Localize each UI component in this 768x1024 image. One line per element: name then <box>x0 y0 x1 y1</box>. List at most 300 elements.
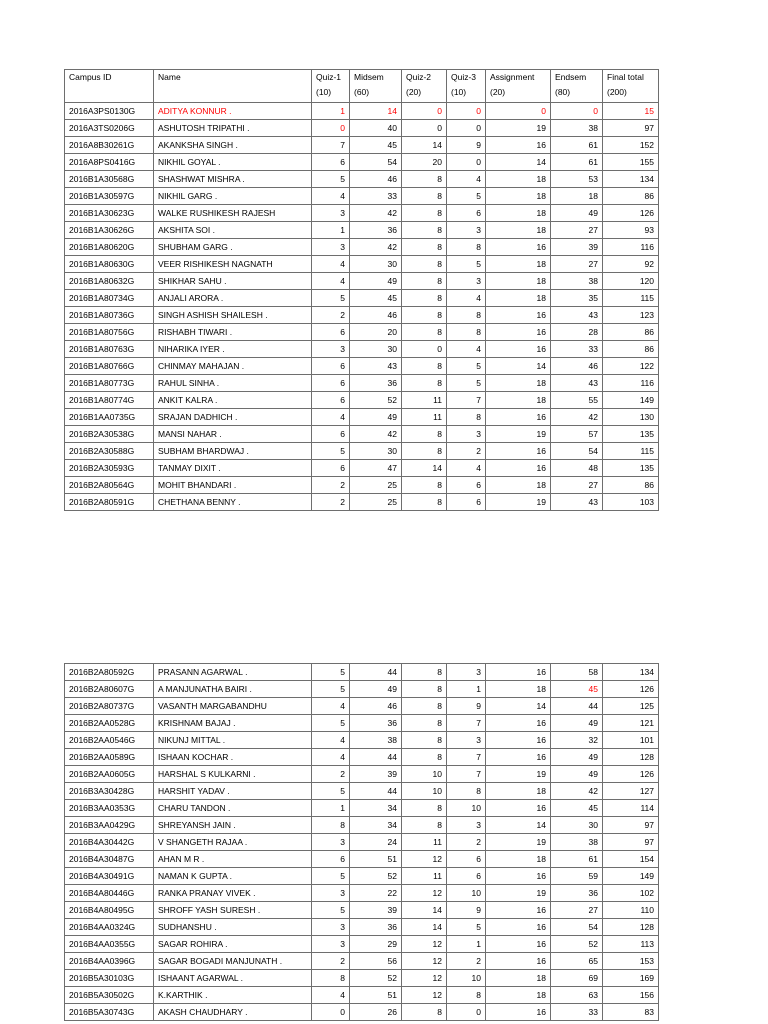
score-cell: 8 <box>402 749 447 766</box>
score-cell: 134 <box>603 664 659 681</box>
column-header-title: Quiz-1 <box>316 72 342 82</box>
score-cell: 18 <box>486 205 551 222</box>
score-cell: 126 <box>603 205 659 222</box>
campus-id-cell: 2016B4A80446G <box>65 885 154 902</box>
score-cell: 30 <box>350 341 402 358</box>
score-cell: 18 <box>486 681 551 698</box>
score-cell: 97 <box>603 834 659 851</box>
score-cell: 0 <box>486 103 551 120</box>
score-cell: 2 <box>447 443 486 460</box>
score-cell: 116 <box>603 239 659 256</box>
score-cell: 5 <box>447 919 486 936</box>
score-cell: 49 <box>350 681 402 698</box>
score-cell: 152 <box>603 137 659 154</box>
column-header <box>154 70 312 103</box>
score-cell: 28 <box>551 324 603 341</box>
table-row <box>65 715 659 732</box>
score-cell: 11 <box>402 392 447 409</box>
marks-table-top <box>64 69 659 511</box>
score-cell: 86 <box>603 324 659 341</box>
table-row <box>65 494 659 511</box>
score-cell: 36 <box>350 375 402 392</box>
marks-table-top-body <box>65 103 659 511</box>
campus-id-cell: 2016B1A80774G <box>65 392 154 409</box>
score-cell: 123 <box>603 307 659 324</box>
score-cell: 27 <box>551 477 603 494</box>
column-header-title: Endsem <box>555 72 587 82</box>
score-cell: 53 <box>551 171 603 188</box>
campus-id-cell: 2016B1A30568G <box>65 171 154 188</box>
score-cell: 18 <box>551 188 603 205</box>
table-row <box>65 358 659 375</box>
score-cell: 9 <box>447 698 486 715</box>
score-cell: 8 <box>402 290 447 307</box>
score-cell: 130 <box>603 409 659 426</box>
table-row <box>65 477 659 494</box>
table-row <box>65 698 659 715</box>
score-cell: 46 <box>350 171 402 188</box>
score-cell: 135 <box>603 426 659 443</box>
score-cell: 2 <box>312 766 350 783</box>
score-cell: 14 <box>402 137 447 154</box>
column-header <box>551 70 603 103</box>
score-cell: 22 <box>350 885 402 902</box>
campus-id-cell: 2016B2A30588G <box>65 443 154 460</box>
score-cell: 4 <box>447 171 486 188</box>
score-cell: 7 <box>447 749 486 766</box>
score-cell: 1 <box>447 936 486 953</box>
column-header-title: Final total <box>607 72 644 82</box>
campus-id-cell: 2016B1A80734G <box>65 290 154 307</box>
score-cell: 4 <box>312 749 350 766</box>
score-cell: 8 <box>447 409 486 426</box>
score-cell: 42 <box>350 205 402 222</box>
campus-id-cell: 2016B1A80620G <box>65 239 154 256</box>
score-cell: 97 <box>603 817 659 834</box>
student-name-cell: KRISHNAM BAJAJ . <box>154 715 312 732</box>
score-cell: 149 <box>603 868 659 885</box>
column-header-max: (200) <box>607 87 627 97</box>
score-cell: 44 <box>350 783 402 800</box>
score-cell: 0 <box>312 1004 350 1021</box>
score-cell: 52 <box>551 936 603 953</box>
score-cell: 42 <box>551 783 603 800</box>
campus-id-cell: 2016B2A80607G <box>65 681 154 698</box>
campus-id-cell: 2016A3PS0130G <box>65 103 154 120</box>
score-cell: 38 <box>551 273 603 290</box>
score-cell: 4 <box>312 256 350 273</box>
score-cell: 86 <box>603 341 659 358</box>
table-row <box>65 1004 659 1021</box>
score-cell: 101 <box>603 732 659 749</box>
score-cell: 5 <box>312 664 350 681</box>
table-row <box>65 426 659 443</box>
score-cell: 8 <box>402 681 447 698</box>
campus-id-cell: 2016B2AA0605G <box>65 766 154 783</box>
score-cell: 16 <box>486 919 551 936</box>
campus-id-cell: 2016B2A30538G <box>65 426 154 443</box>
table-row <box>65 409 659 426</box>
score-cell: 8 <box>402 171 447 188</box>
score-cell: 16 <box>486 409 551 426</box>
score-cell: 6 <box>312 460 350 477</box>
score-cell: 18 <box>486 375 551 392</box>
score-cell: 6 <box>312 426 350 443</box>
campus-id-cell: 2016B4AA0396G <box>65 953 154 970</box>
score-cell: 6 <box>312 392 350 409</box>
score-cell: 102 <box>603 885 659 902</box>
score-cell: 121 <box>603 715 659 732</box>
table-row <box>65 732 659 749</box>
score-cell: 49 <box>551 205 603 222</box>
score-cell: 8 <box>447 783 486 800</box>
score-cell: 54 <box>350 154 402 171</box>
campus-id-cell: 2016B4AA0355G <box>65 936 154 953</box>
score-cell: 5 <box>312 290 350 307</box>
score-cell: 20 <box>350 324 402 341</box>
score-cell: 16 <box>486 137 551 154</box>
student-name-cell: NIKUNJ MITTAL . <box>154 732 312 749</box>
score-cell: 65 <box>551 953 603 970</box>
score-cell: 169 <box>603 970 659 987</box>
score-cell: 19 <box>486 834 551 851</box>
marks-table-bottom <box>64 663 659 1021</box>
score-cell: 30 <box>551 817 603 834</box>
student-name-cell: RISHABH TIWARI . <box>154 324 312 341</box>
student-name-cell: CHARU TANDON . <box>154 800 312 817</box>
score-cell: 42 <box>551 409 603 426</box>
student-name-cell: SHREYANSH JAIN . <box>154 817 312 834</box>
score-cell: 5 <box>312 171 350 188</box>
column-header <box>402 70 447 103</box>
column-header-title: Name <box>158 72 181 82</box>
score-cell: 0 <box>447 120 486 137</box>
score-cell: 3 <box>447 426 486 443</box>
table-row <box>65 749 659 766</box>
student-name-cell: MOHIT BHANDARI . <box>154 477 312 494</box>
score-cell: 3 <box>312 834 350 851</box>
score-cell: 20 <box>402 154 447 171</box>
table-row <box>65 154 659 171</box>
column-header-max: (80) <box>555 87 571 97</box>
score-cell: 16 <box>486 902 551 919</box>
score-cell: 18 <box>486 783 551 800</box>
score-cell: 6 <box>312 851 350 868</box>
student-name-cell: MANSI NAHAR . <box>154 426 312 443</box>
score-cell: 16 <box>486 443 551 460</box>
score-cell: 5 <box>312 443 350 460</box>
score-cell: 8 <box>402 1004 447 1021</box>
table-row <box>65 239 659 256</box>
score-cell: 25 <box>350 494 402 511</box>
campus-id-cell: 2016B1AA0735G <box>65 409 154 426</box>
table-row <box>65 902 659 919</box>
table-row <box>65 970 659 987</box>
table-row <box>65 120 659 137</box>
score-cell: 43 <box>551 494 603 511</box>
student-name-cell: VASANTH MARGABANDHU <box>154 698 312 715</box>
score-cell: 5 <box>312 868 350 885</box>
score-cell: 8 <box>402 188 447 205</box>
score-cell: 97 <box>603 120 659 137</box>
score-cell: 43 <box>551 375 603 392</box>
score-cell: 44 <box>551 698 603 715</box>
score-cell: 52 <box>350 970 402 987</box>
score-cell: 26 <box>350 1004 402 1021</box>
column-header <box>350 70 402 103</box>
score-cell: 2 <box>312 494 350 511</box>
score-cell: 14 <box>486 154 551 171</box>
student-name-cell: SUDHANSHU . <box>154 919 312 936</box>
student-name-cell: CHINMAY MAHAJAN . <box>154 358 312 375</box>
score-cell: 7 <box>447 715 486 732</box>
table-row <box>65 664 659 681</box>
score-cell: 14 <box>486 358 551 375</box>
score-cell: 48 <box>551 460 603 477</box>
score-cell: 63 <box>551 987 603 1004</box>
score-cell: 45 <box>350 290 402 307</box>
score-cell: 14 <box>402 460 447 477</box>
score-cell: 2 <box>312 477 350 494</box>
score-cell: 51 <box>350 851 402 868</box>
score-cell: 155 <box>603 154 659 171</box>
score-cell: 3 <box>312 919 350 936</box>
score-cell: 15 <box>603 103 659 120</box>
score-cell: 4 <box>312 987 350 1004</box>
score-cell: 34 <box>350 817 402 834</box>
score-cell: 16 <box>486 460 551 477</box>
score-cell: 8 <box>312 970 350 987</box>
score-cell: 42 <box>350 426 402 443</box>
score-cell: 5 <box>312 715 350 732</box>
score-cell: 128 <box>603 749 659 766</box>
student-name-cell: SAGAR ROHIRA . <box>154 936 312 953</box>
campus-id-cell: 2016B5A30743G <box>65 1004 154 1021</box>
score-cell: 5 <box>312 681 350 698</box>
score-cell: 5 <box>447 256 486 273</box>
score-cell: 6 <box>312 154 350 171</box>
score-cell: 3 <box>447 732 486 749</box>
score-cell: 8 <box>402 477 447 494</box>
score-cell: 16 <box>486 936 551 953</box>
score-cell: 16 <box>486 239 551 256</box>
score-cell: 44 <box>350 749 402 766</box>
score-cell: 10 <box>402 783 447 800</box>
marks-table-bottom-body <box>65 664 659 1021</box>
table-row <box>65 783 659 800</box>
score-cell: 8 <box>402 222 447 239</box>
table-row <box>65 834 659 851</box>
student-name-cell: PRASANN AGARWAL . <box>154 664 312 681</box>
campus-id-cell: 2016B5A30103G <box>65 970 154 987</box>
score-cell: 9 <box>447 137 486 154</box>
score-cell: 8 <box>402 375 447 392</box>
score-cell: 83 <box>603 1004 659 1021</box>
score-cell: 5 <box>447 375 486 392</box>
score-cell: 12 <box>402 970 447 987</box>
score-cell: 19 <box>486 120 551 137</box>
student-name-cell: A MANJUNATHA BAIRI . <box>154 681 312 698</box>
score-cell: 6 <box>447 494 486 511</box>
table-row <box>65 171 659 188</box>
student-name-cell: SHIKHAR SAHU . <box>154 273 312 290</box>
score-cell: 114 <box>603 800 659 817</box>
score-cell: 49 <box>350 409 402 426</box>
column-header-title: Quiz-2 <box>406 72 432 82</box>
column-header-max: (10) <box>451 87 467 97</box>
score-cell: 4 <box>312 273 350 290</box>
table-row <box>65 681 659 698</box>
table-row <box>65 953 659 970</box>
score-cell: 3 <box>447 273 486 290</box>
campus-id-cell: 2016B5A30502G <box>65 987 154 1004</box>
score-cell: 6 <box>312 375 350 392</box>
score-cell: 38 <box>350 732 402 749</box>
marks-table-header <box>65 70 659 103</box>
student-name-cell: SAGAR BOGADI MANJUNATH . <box>154 953 312 970</box>
column-header <box>603 70 659 103</box>
campus-id-cell: 2016B3A30428G <box>65 783 154 800</box>
campus-id-cell: 2016B2AA0528G <box>65 715 154 732</box>
column-header-title: Midsem <box>354 72 384 82</box>
score-cell: 8 <box>402 324 447 341</box>
campus-id-cell: 2016A8PS0416G <box>65 154 154 171</box>
table-row <box>65 273 659 290</box>
campus-id-cell: 2016B1A30597G <box>65 188 154 205</box>
score-cell: 122 <box>603 358 659 375</box>
score-cell: 110 <box>603 902 659 919</box>
score-cell: 8 <box>447 987 486 1004</box>
score-cell: 5 <box>447 188 486 205</box>
table-row <box>65 885 659 902</box>
score-cell: 18 <box>486 392 551 409</box>
score-cell: 27 <box>551 256 603 273</box>
score-cell: 5 <box>312 902 350 919</box>
campus-id-cell: 2016B4A80495G <box>65 902 154 919</box>
score-cell: 16 <box>486 341 551 358</box>
score-cell: 2 <box>447 834 486 851</box>
table-row <box>65 205 659 222</box>
score-cell: 34 <box>350 800 402 817</box>
student-name-cell: AKANKSHA SINGH . <box>154 137 312 154</box>
score-cell: 29 <box>350 936 402 953</box>
score-cell: 10 <box>402 766 447 783</box>
score-cell: 16 <box>486 868 551 885</box>
score-cell: 14 <box>402 919 447 936</box>
column-header-max: (60) <box>354 87 370 97</box>
score-cell: 36 <box>350 222 402 239</box>
table-row <box>65 766 659 783</box>
column-header-max: (20) <box>490 87 506 97</box>
score-cell: 10 <box>447 970 486 987</box>
score-cell: 59 <box>551 868 603 885</box>
score-cell: 24 <box>350 834 402 851</box>
score-cell: 4 <box>447 341 486 358</box>
campus-id-cell: 2016B4A30442G <box>65 834 154 851</box>
score-cell: 19 <box>486 494 551 511</box>
score-cell: 6 <box>447 205 486 222</box>
score-cell: 6 <box>447 851 486 868</box>
score-cell: 4 <box>447 290 486 307</box>
score-cell: 5 <box>312 783 350 800</box>
student-name-cell: SUBHAM BHARDWAJ . <box>154 443 312 460</box>
score-cell: 12 <box>402 851 447 868</box>
score-cell: 134 <box>603 171 659 188</box>
score-cell: 10 <box>447 800 486 817</box>
score-cell: 61 <box>551 851 603 868</box>
score-cell: 18 <box>486 851 551 868</box>
student-name-cell: ANJALI ARORA . <box>154 290 312 307</box>
score-cell: 8 <box>447 239 486 256</box>
campus-id-cell: 2016B4A30491G <box>65 868 154 885</box>
score-cell: 3 <box>447 817 486 834</box>
score-cell: 36 <box>551 885 603 902</box>
score-cell: 16 <box>486 664 551 681</box>
campus-id-cell: 2016B1A80756G <box>65 324 154 341</box>
score-cell: 0 <box>402 341 447 358</box>
table-row <box>65 307 659 324</box>
campus-id-cell: 2016B1A80630G <box>65 256 154 273</box>
campus-id-cell: 2016B2A30593G <box>65 460 154 477</box>
student-name-cell: CHETHANA BENNY . <box>154 494 312 511</box>
score-cell: 115 <box>603 290 659 307</box>
score-cell: 36 <box>350 715 402 732</box>
score-cell: 49 <box>551 766 603 783</box>
score-cell: 10 <box>447 885 486 902</box>
campus-id-cell: 2016B3AA0353G <box>65 800 154 817</box>
student-name-cell: AKASH CHAUDHARY . <box>154 1004 312 1021</box>
campus-id-cell: 2016B2A80592G <box>65 664 154 681</box>
student-name-cell: V SHANGETH RAJAA . <box>154 834 312 851</box>
score-cell: 33 <box>551 341 603 358</box>
score-cell: 47 <box>350 460 402 477</box>
score-cell: 86 <box>603 477 659 494</box>
score-cell: 128 <box>603 919 659 936</box>
score-cell: 18 <box>486 171 551 188</box>
column-header <box>312 70 350 103</box>
campus-id-cell: 2016A8B30261G <box>65 137 154 154</box>
score-cell: 16 <box>486 953 551 970</box>
score-cell: 49 <box>350 273 402 290</box>
score-cell: 12 <box>402 885 447 902</box>
student-name-cell: ASHUTOSH TRIPATHI . <box>154 120 312 137</box>
score-cell: 8 <box>402 358 447 375</box>
score-cell: 16 <box>486 1004 551 1021</box>
score-cell: 14 <box>402 902 447 919</box>
score-cell: 7 <box>447 766 486 783</box>
score-cell: 8 <box>402 426 447 443</box>
score-cell: 18 <box>486 477 551 494</box>
table-row <box>65 188 659 205</box>
score-cell: 27 <box>551 222 603 239</box>
table-row <box>65 851 659 868</box>
score-cell: 18 <box>486 256 551 273</box>
score-cell: 18 <box>486 290 551 307</box>
score-cell: 0 <box>447 154 486 171</box>
score-cell: 11 <box>402 834 447 851</box>
score-cell: 46 <box>551 358 603 375</box>
score-cell: 126 <box>603 681 659 698</box>
student-name-cell: ADITYA KONNUR . <box>154 103 312 120</box>
score-cell: 58 <box>551 664 603 681</box>
table-row <box>65 256 659 273</box>
score-cell: 126 <box>603 766 659 783</box>
score-cell: 18 <box>486 188 551 205</box>
score-cell: 8 <box>402 800 447 817</box>
student-name-cell: ANKIT KALRA . <box>154 392 312 409</box>
score-cell: 7 <box>312 137 350 154</box>
score-cell: 12 <box>402 936 447 953</box>
